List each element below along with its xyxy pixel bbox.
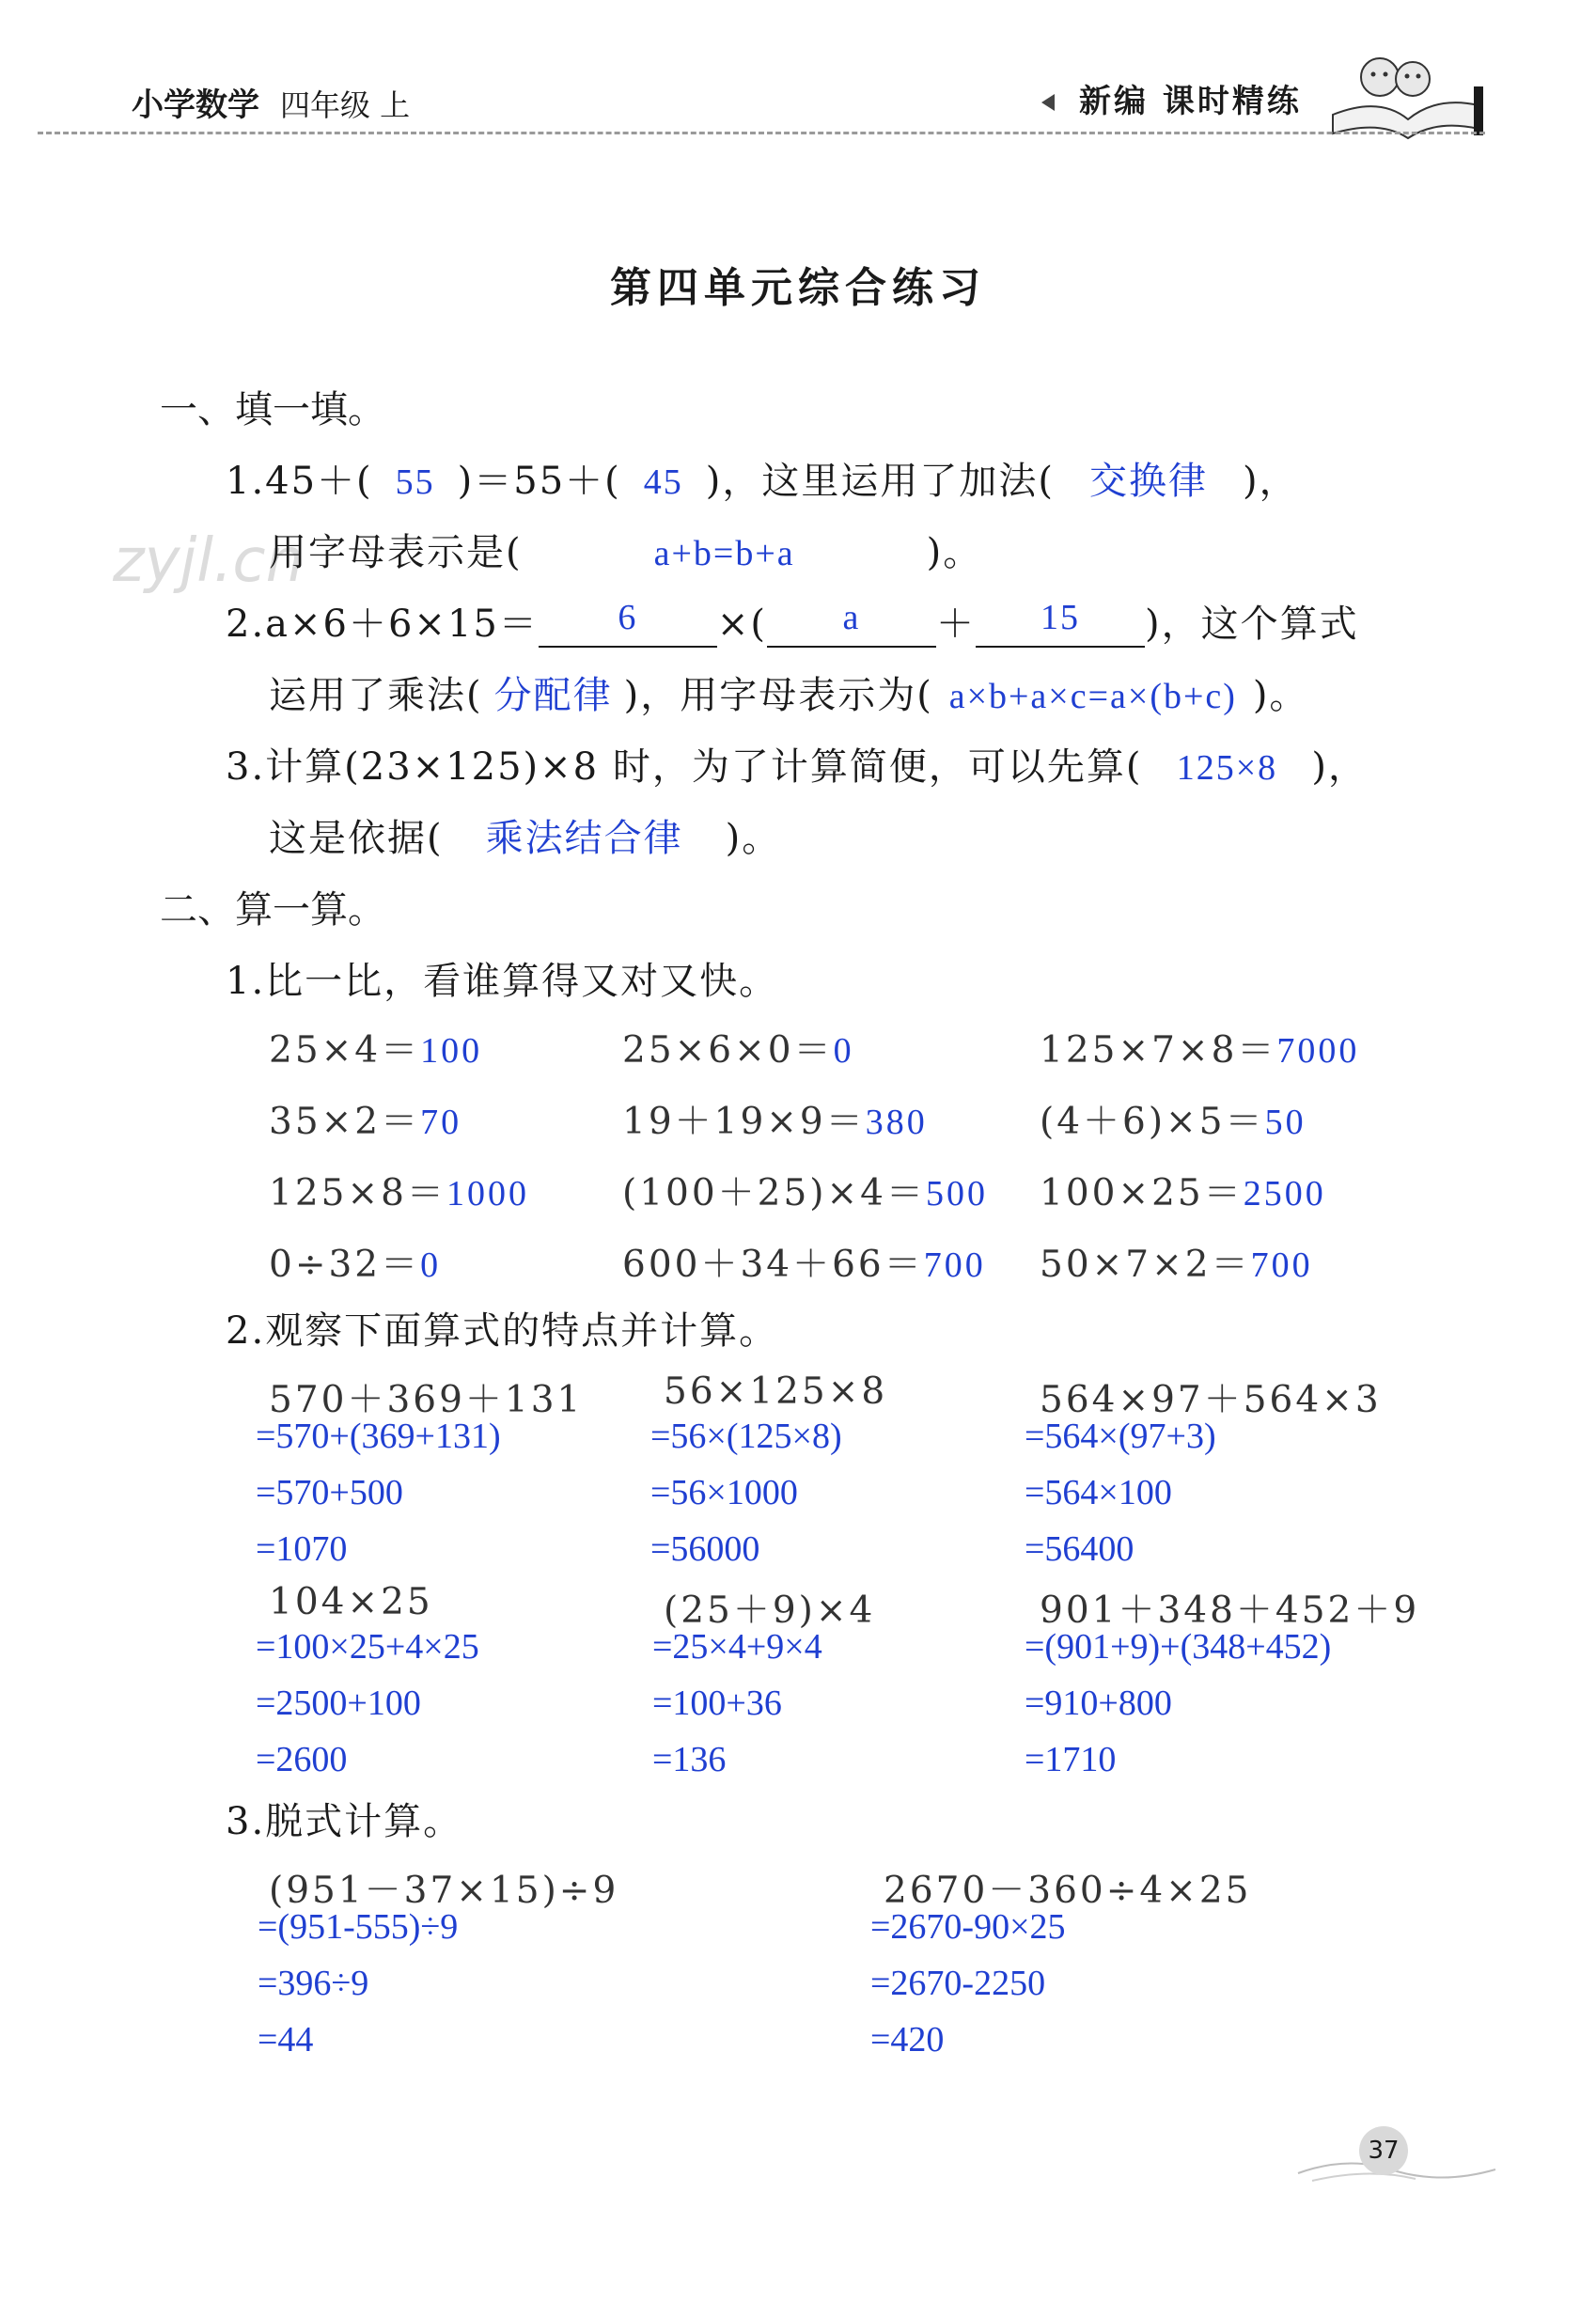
p1-item [1040, 1164, 1326, 1216]
p1-question: (100＋25)×4＝ [622, 1172, 926, 1214]
q2-answer-1: 6 [618, 598, 638, 637]
q1-text-c: )，这里运用了加法( [705, 460, 1055, 503]
p1-question: 600＋34＋66＝ [622, 1244, 924, 1286]
q2-text-g: )。 [1252, 674, 1309, 717]
p3-question: 2670－360÷4×25 [884, 1870, 1252, 1912]
p1-question: 50×7×2＝ [1040, 1244, 1251, 1286]
p2-step: =564×100 [1025, 1473, 1172, 1512]
p3-step: =(951-555)÷9 [258, 1907, 459, 1947]
q1-text-b: )＝55＋( [457, 460, 621, 503]
q2-text-d: )，这个算式 [1144, 603, 1359, 646]
header-divider [38, 132, 1485, 134]
p2-question: 564×97＋564×3 [1040, 1379, 1382, 1421]
section1-heading: 一、填一填。 [160, 388, 385, 431]
p2-step: =570+500 [256, 1473, 403, 1512]
p1-title: 1.比一比，看谁算得又对又快。 [226, 960, 779, 1003]
p1-item [1040, 1092, 1307, 1145]
p2-question: 104×25 [269, 1581, 433, 1623]
p3-title: 3.脱式计算。 [226, 1800, 463, 1843]
p1-answer: 500 [926, 1174, 988, 1214]
p2-step: =2600 [256, 1740, 348, 1779]
q1-answer-4: a+b=b+a [653, 534, 795, 573]
p1-question: 0÷32＝ [269, 1244, 421, 1286]
p1-question: 25×6×0＝ [622, 1029, 834, 1072]
p1-item [622, 1092, 928, 1145]
p2-step: =2500+100 [256, 1683, 421, 1723]
p2-step: =1070 [256, 1529, 348, 1569]
q1-answer-3: 交换律 [1089, 460, 1208, 502]
p2-step: =136 [652, 1740, 727, 1779]
q2-answer-2: a [842, 598, 861, 637]
grade-label: 四年级 上 [280, 87, 411, 123]
q3-text-d: )。 [725, 817, 782, 860]
p1-answer: 1000 [446, 1174, 529, 1214]
q3-text-a: 3.计算(23×125)×8 时，为了计算简便，可以先算( [226, 745, 1143, 789]
page-number: 37 [1359, 2126, 1408, 2175]
q3-answer-2: 乘法结合律 [485, 817, 683, 859]
p2-step: =56400 [1025, 1529, 1134, 1569]
q2-text-f: )，用字母表示为( [623, 674, 933, 717]
p1-item [1040, 1021, 1359, 1073]
p1-item [269, 1092, 462, 1145]
q3-text-b: )， [1311, 745, 1369, 789]
series-name: 新编 课时精练 [1079, 83, 1302, 120]
q1-text-a: 1.45＋( [226, 460, 373, 503]
p1-question: 19＋19×9＝ [622, 1101, 866, 1143]
p2-question: 901＋348＋452＋9 [1040, 1589, 1420, 1632]
p1-answer: 70 [420, 1103, 462, 1142]
q3-answer-1: 125×8 [1176, 748, 1278, 788]
p2-title: 2.观察下面算式的特点并计算。 [226, 1309, 779, 1353]
q3-line2 [269, 808, 781, 862]
p2-step: =570+(369+131) [256, 1417, 501, 1456]
p1-item [622, 1164, 988, 1216]
p1-item [269, 1021, 482, 1073]
p3-step: =2670-90×25 [870, 1907, 1066, 1947]
p1-item [269, 1235, 441, 1288]
p1-answer: 2500 [1243, 1174, 1326, 1214]
p1-item [1040, 1235, 1313, 1288]
p2-step: =(901+9)+(348+452) [1025, 1627, 1332, 1667]
p1-question: 125×7×8＝ [1040, 1029, 1277, 1072]
q3-line1 [226, 737, 1368, 791]
q2-text-c: ＋ [935, 603, 976, 646]
q1-text-e: 用字母表示是( [269, 531, 523, 574]
page-title: 第四单元综合练习 [610, 264, 986, 312]
p2-step: =56×(125×8) [650, 1417, 842, 1456]
p1-answer: 7000 [1276, 1031, 1360, 1071]
q2-line1 [226, 594, 1359, 648]
q2-text-b: ×( [716, 603, 767, 646]
p1-answer: 700 [923, 1245, 986, 1285]
q2-text-a: 2.a×6＋6×15＝ [226, 603, 539, 646]
open-book-icon [1323, 39, 1483, 143]
q1-text-f: )。 [926, 531, 983, 574]
p1-answer: 0 [833, 1031, 854, 1071]
p2-step: =910+800 [1025, 1683, 1172, 1723]
p3-step: =44 [258, 2020, 314, 2059]
q2-answer-3: 15 [1040, 598, 1080, 637]
q3-text-c: 这是依据( [269, 817, 444, 860]
p1-question: 35×2＝ [269, 1101, 421, 1143]
header-bar [1474, 86, 1483, 135]
p1-answer: 100 [420, 1031, 483, 1071]
p2-step: =25×4+9×4 [652, 1627, 822, 1667]
p2-step: =1710 [1025, 1740, 1117, 1779]
p2-question: 570＋369＋131 [269, 1379, 584, 1421]
p1-question: 100×25＝ [1040, 1172, 1244, 1214]
q2-answer-5: a×b+a×c=a×(b+c) [948, 677, 1237, 716]
q2-text-e: 运用了乘法( [269, 674, 483, 717]
p1-answer: 0 [420, 1245, 442, 1285]
q1-text-d: )， [1243, 460, 1299, 503]
p2-step: =100+36 [652, 1683, 782, 1723]
p1-question: 25×4＝ [269, 1029, 421, 1072]
p2-step: =56×1000 [650, 1473, 798, 1512]
p3-step: =396÷9 [258, 1964, 369, 2003]
p1-item [622, 1021, 854, 1073]
p3-question: (951－37×15)÷9 [269, 1870, 619, 1912]
p2-step: =100×25+4×25 [256, 1627, 479, 1667]
p1-question: 125×8＝ [269, 1172, 446, 1214]
p2-question: (25＋9)×4 [664, 1589, 876, 1632]
section2-heading: 二、算一算。 [160, 888, 385, 932]
q2-line2 [269, 666, 1308, 719]
q1-answer-1: 55 [395, 462, 435, 502]
p1-answer: 50 [1264, 1103, 1307, 1142]
header-subject [132, 79, 410, 125]
q1-answer-2: 45 [643, 462, 683, 502]
q1-line1 [226, 451, 1299, 505]
triangle-icon [1041, 94, 1055, 111]
p3-step: =420 [870, 2020, 945, 2059]
p3-step: =2670-2250 [870, 1964, 1046, 2003]
p2-question: 56×125×8 [664, 1370, 888, 1413]
p1-question: (4＋6)×5＝ [1040, 1101, 1265, 1143]
p1-item [269, 1164, 529, 1216]
subject-label: 小学数学 [132, 86, 259, 124]
p1-answer: 380 [865, 1103, 928, 1142]
p1-item [622, 1235, 986, 1288]
watermark: zyjl.cn [113, 526, 305, 596]
p2-step: =56000 [650, 1529, 760, 1569]
q2-answer-4: 分配律 [493, 674, 613, 716]
q1-line2 [269, 523, 982, 576]
p2-step: =564×(97+3) [1025, 1417, 1216, 1456]
p1-answer: 700 [1250, 1245, 1313, 1285]
